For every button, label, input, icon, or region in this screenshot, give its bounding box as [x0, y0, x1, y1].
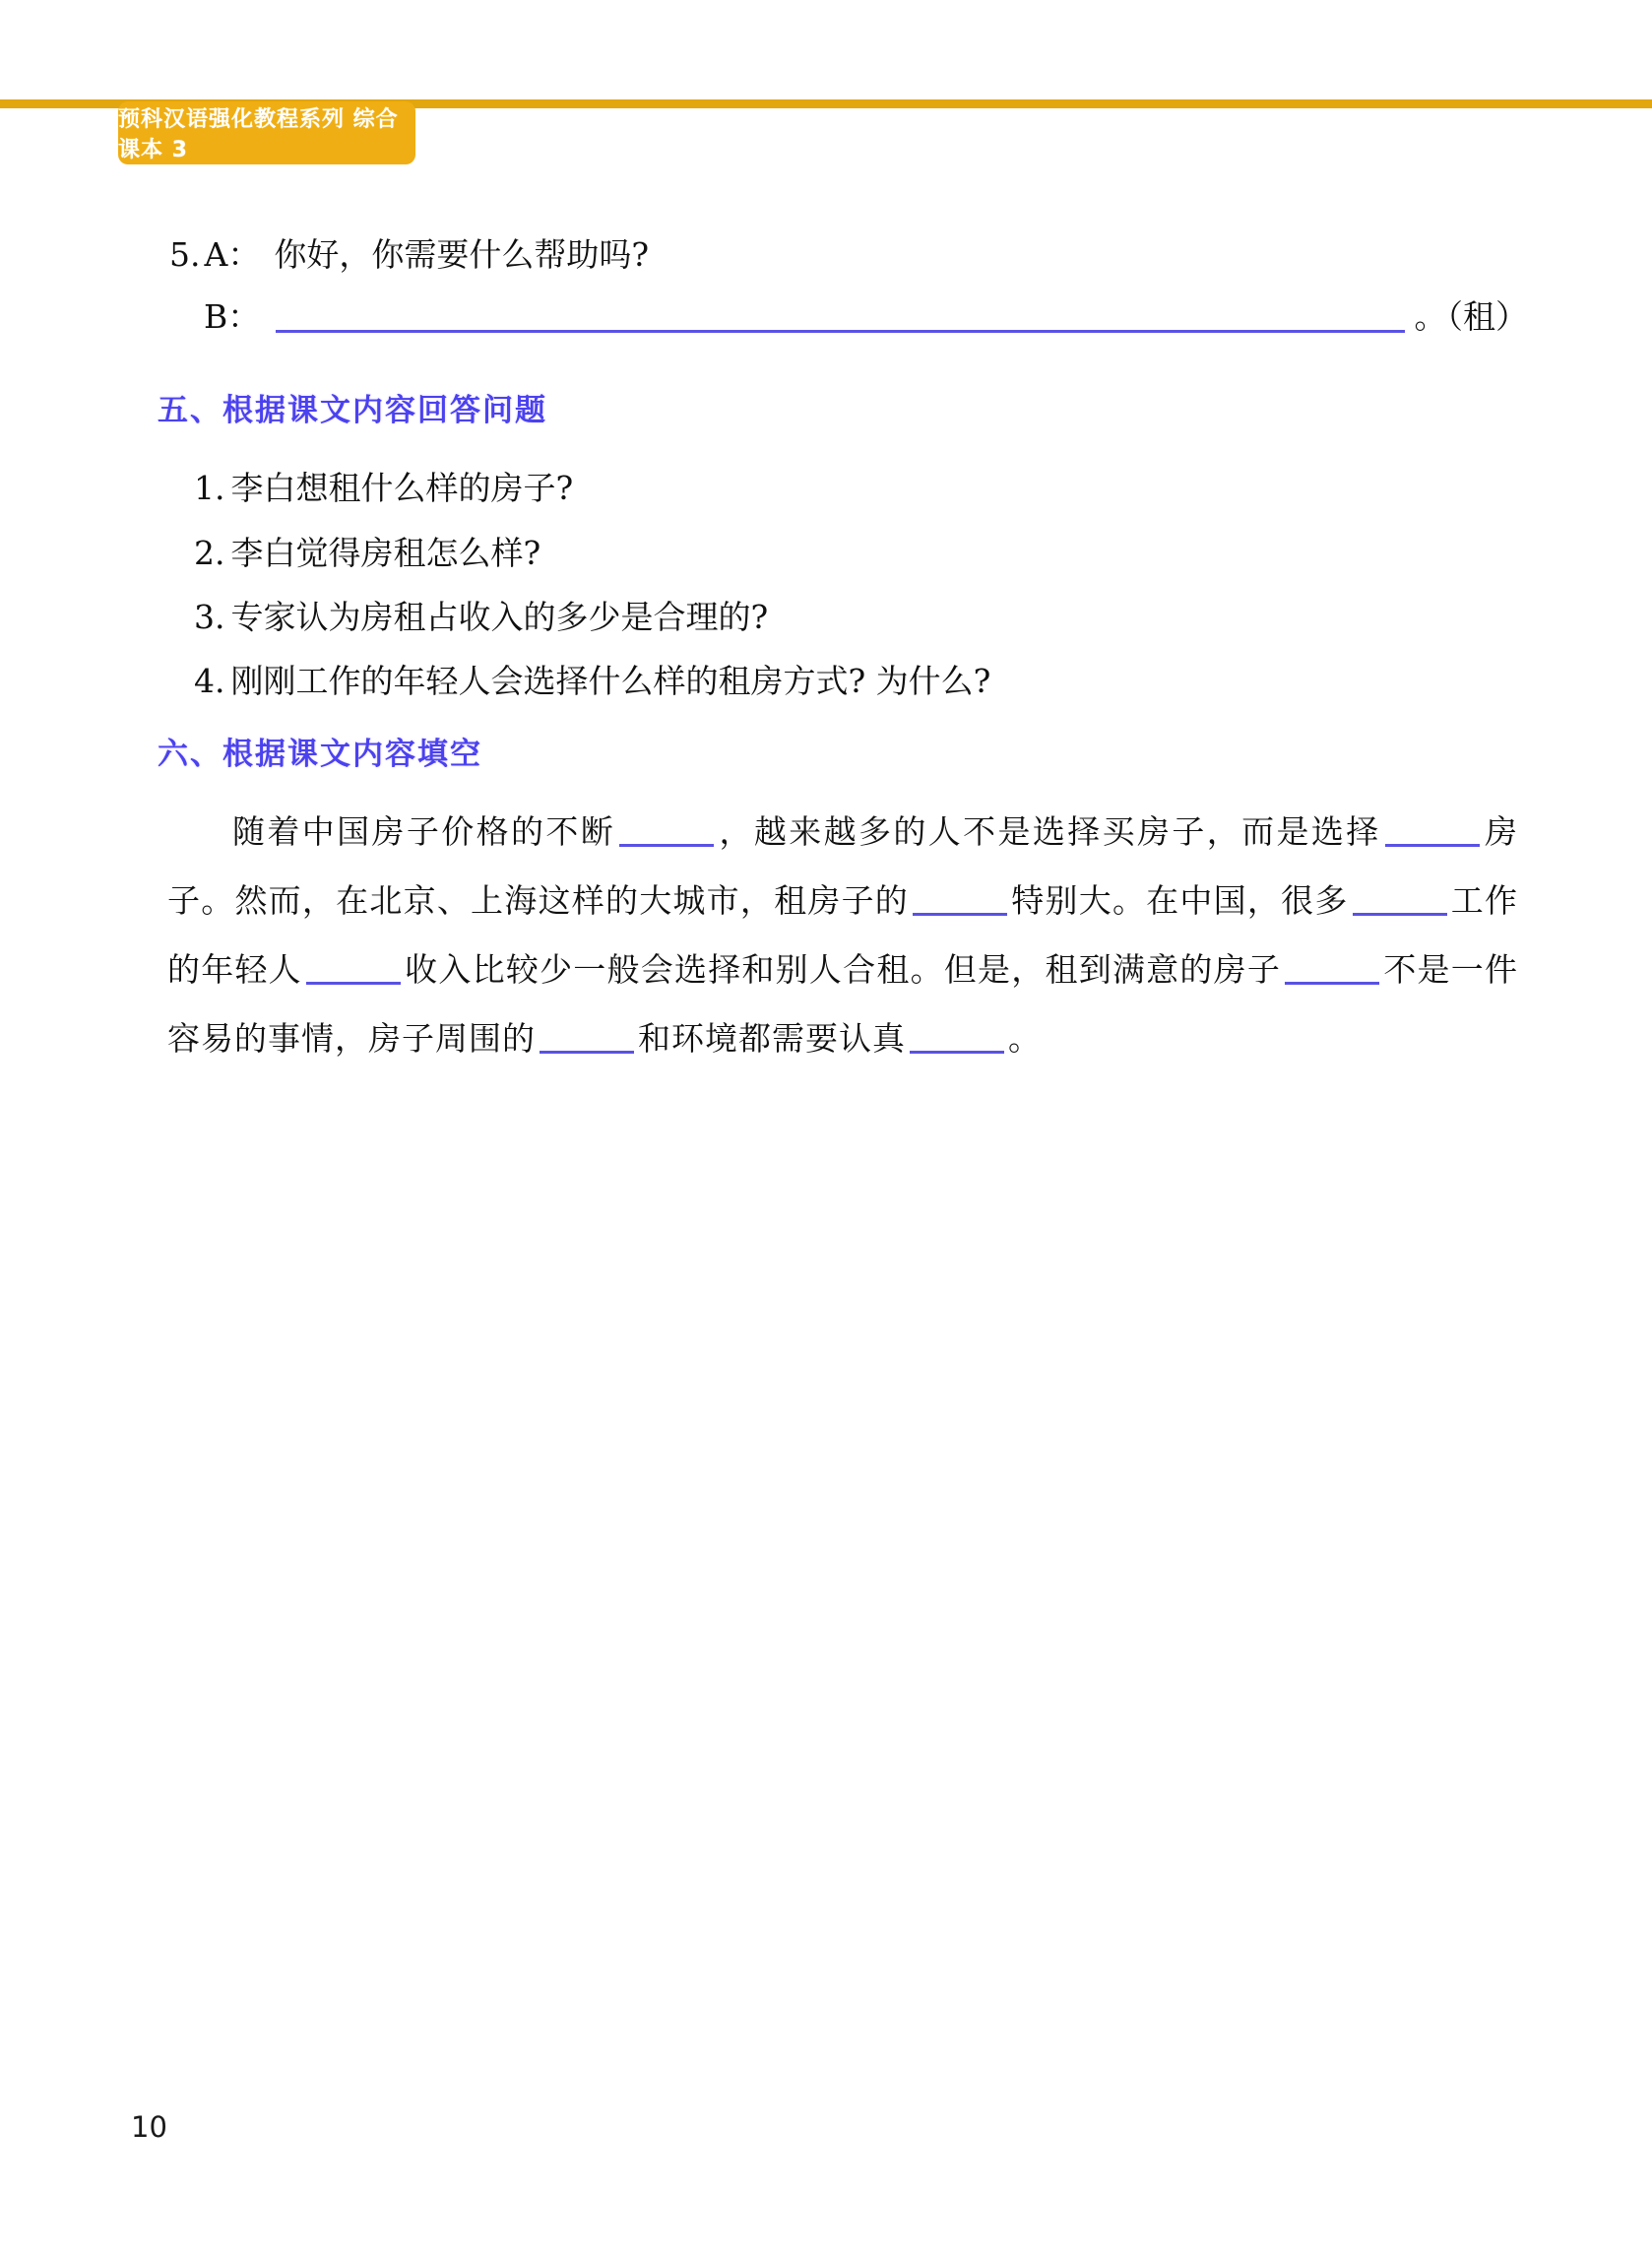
question-3-number: 3.: [194, 598, 225, 636]
question-4-number: 4.: [194, 662, 225, 700]
cloze-segment: 。: [1008, 1019, 1042, 1058]
cloze-segment: 不是一件容易的事情，房子周围的: [167, 950, 1519, 1058]
dialog-line-b: [204, 290, 1528, 339]
dialog-question-text: 你好，你需要什么帮助吗?: [274, 235, 650, 274]
question-4-text: 刚刚工作的年轻人会选择什么样的租房方式? 为什么?: [230, 662, 991, 700]
question-2-number: 2.: [194, 534, 225, 572]
cloze-blank-4: [1353, 913, 1447, 916]
cloze-segment: 特别大。在中国，很多: [1011, 881, 1349, 920]
question-2-text: 李白觉得房租怎么样?: [230, 534, 541, 572]
cloze-blank-6: [1285, 982, 1379, 985]
speaker-b-label: B：: [204, 297, 261, 337]
cloze-segment: 和环境都需要认真: [638, 1019, 906, 1058]
cloze-segment: ，越来越多的人不是选择买房子，而是选择: [718, 812, 1381, 851]
dialog-line-a: [169, 229, 649, 276]
cloze-blank-7: [540, 1051, 634, 1054]
question-1-text: 李白想租什么样的房子?: [230, 469, 574, 507]
question-1-number: 1.: [194, 469, 225, 507]
answer-blank-line: [276, 290, 1404, 333]
cloze-blank-5: [306, 982, 401, 985]
answer-hint-word: 。（租）: [1414, 297, 1528, 337]
cloze-segment: 房子。然而，在北京、上海这样的大城市，租房子的: [167, 812, 1518, 920]
cloze-blank-1: [619, 844, 714, 847]
cloze-segment: 收入比较少一般会选择和别人合租。但是，租到满意的房子: [404, 950, 1282, 989]
header-badge: 预科汉语强化教程系列 综合课本 3: [118, 101, 415, 164]
page-number: 10: [131, 2110, 167, 2144]
section-6-heading: 六、根据课文内容填空: [158, 737, 482, 772]
question-1: [194, 463, 573, 509]
speaker-a-label: A：: [204, 235, 261, 274]
cloze-segment: 随着中国房子价格的不断: [232, 812, 616, 851]
question-3-text: 专家认为房租占收入的多少是合理的?: [230, 598, 769, 636]
question-3: [194, 592, 768, 638]
cloze-segment: 工作的年轻人: [167, 881, 1519, 989]
question-2: [194, 528, 540, 574]
section-5-heading: 五、根据课文内容回答问题: [158, 393, 547, 428]
cloze-blank-2: [1385, 844, 1480, 847]
question-4: [194, 656, 990, 702]
dialog-item-number: 5.: [169, 235, 201, 274]
cloze-blank-8: [910, 1051, 1004, 1054]
cloze-blank-3: [913, 913, 1007, 916]
cloze-paragraph: [167, 798, 1518, 1073]
